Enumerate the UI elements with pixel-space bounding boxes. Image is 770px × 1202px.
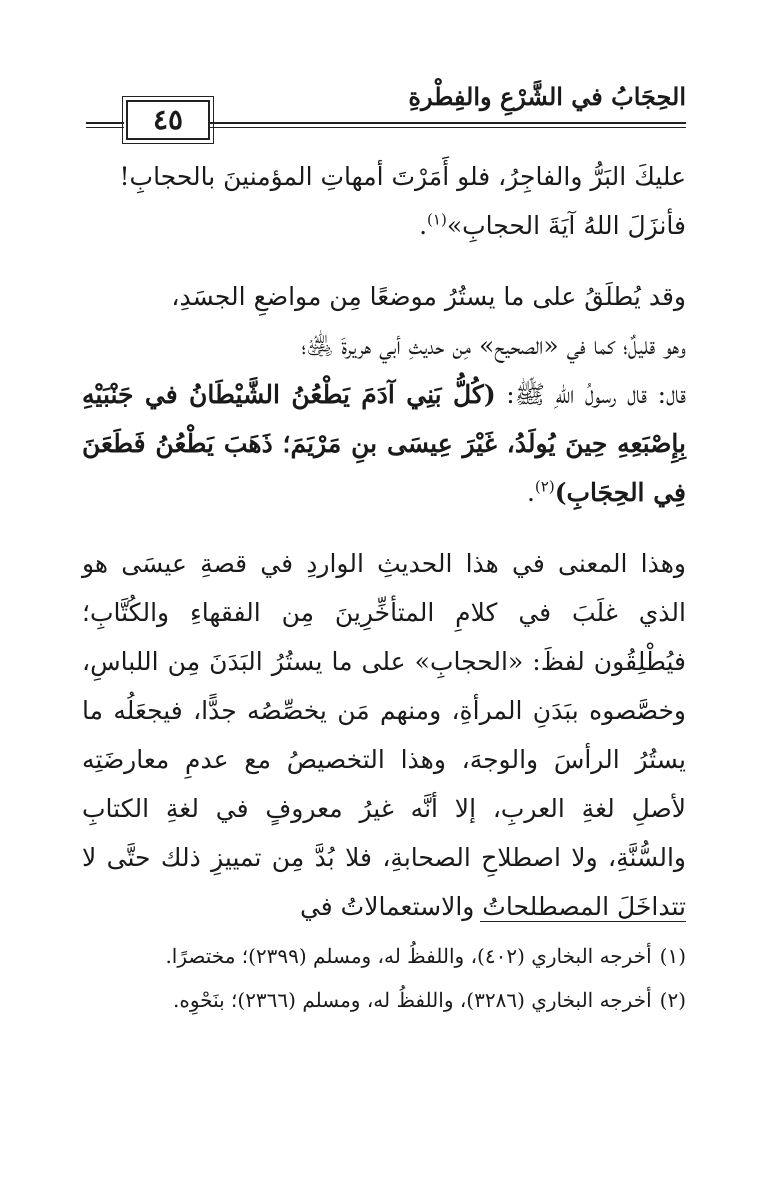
footnote-marker: (١) <box>659 944 686 968</box>
hadith-text: (كُلُّ بَنِي آدَمَ يَطْعُنُ الشَّيْطَانُ في جَنْبَيْهِ بِإِصْبَعِهِ حِينَ يُولَدُ، غَيْرَ عِيسَى بنِ مَرْيَمَ؛ ذَهَبَ يَطْعُنُ فَطَعَنَ فِي الحِجَابِ) <box>82 380 686 507</box>
hadith-intro: قال: قال رسولُ اللهِ ﷺ: <box>495 380 687 409</box>
hadith-block <box>82 370 686 517</box>
page-number: ٤٥ <box>126 100 210 140</box>
paragraph-text: وهذا المعنى في هذا الحديثِ الواردِ في قصةِ عيسَى هو الذي غلَبَ في كلامِ المتأخِّرِينَ مِن الفقهاءِ والكُتَّابِ؛ فيُطْلِقُون لفظَ: «الحجابِ» على ما يستُرُ البَدَنَ مِن اللباسِ، وخصَّصوه ببَدَنِ المرأةِ، ومنهم مَن يخصِّصُه جدًّا، فيجعَلُه ما يستُرُ الرأسَ والوجهَ، وهذا التخصيصُ مع عدمِ معارضَتِه لأصلِ لغةِ العربِ، إلا أنَّه غيرُ معروفٍ في لغةِ الكتابِ والسُّنَّةِ، ولا اصطلاحِ الصحابةِ، فلا بُدَّ مِن تمييزِ ذلك حتَّى لا تتداخَلَ المصطلحاتُ والاستعمالاتُ في <box>82 549 686 921</box>
period: . <box>526 478 535 507</box>
footnote-marker: (٢) <box>659 988 686 1012</box>
footnote-ref: (١) <box>427 210 447 229</box>
paragraph-3 <box>82 539 686 931</box>
header-rule-short <box>86 122 124 128</box>
footnote-1 <box>82 938 686 974</box>
text-line <box>82 201 686 250</box>
footnote-ref: (٢) <box>534 477 555 496</box>
text-line: وقد يُطلَقُ على ما يستُرُ موضعًا مِن مواضعِ الجسَدِ، <box>171 282 686 311</box>
paragraph-1 <box>82 152 686 250</box>
text-line: عليكَ البَرُّ والفاجِرُ، فلو أَمَرْتَ أمهاتِ المؤمنينَ بالحجابِ! <box>119 162 686 191</box>
footnote-2 <box>82 982 686 1018</box>
text-line: وهو قليلٌ؛ كما في «الصحيح» مِن حديثِ أبي هريرةَ ﵁؛ <box>301 331 686 360</box>
paragraph-2 <box>82 272 686 517</box>
footnote-text: أخرجه البخاري (٣٢٨٦)، واللفظُ له، ومسلم (٢٣٦٦)؛ بنَحْوِه. <box>172 988 652 1012</box>
period: . <box>419 211 428 240</box>
main-text <box>82 152 686 931</box>
footnote-text: أخرجه البخاري (٤٠٢)، واللفظُ له، ومسلم (٢٣٩٩)؛ مختصرًا. <box>165 944 652 968</box>
text-line-content: فأنزَلَ اللهُ آيَةَ الحجابِ» <box>446 211 686 240</box>
running-header-title: الحِجَابُ في الشَّرْعِ والفِطْرةِ <box>408 82 686 111</box>
footnotes <box>82 938 686 1026</box>
header-rule <box>210 122 686 128</box>
footnote-separator <box>480 921 686 922</box>
